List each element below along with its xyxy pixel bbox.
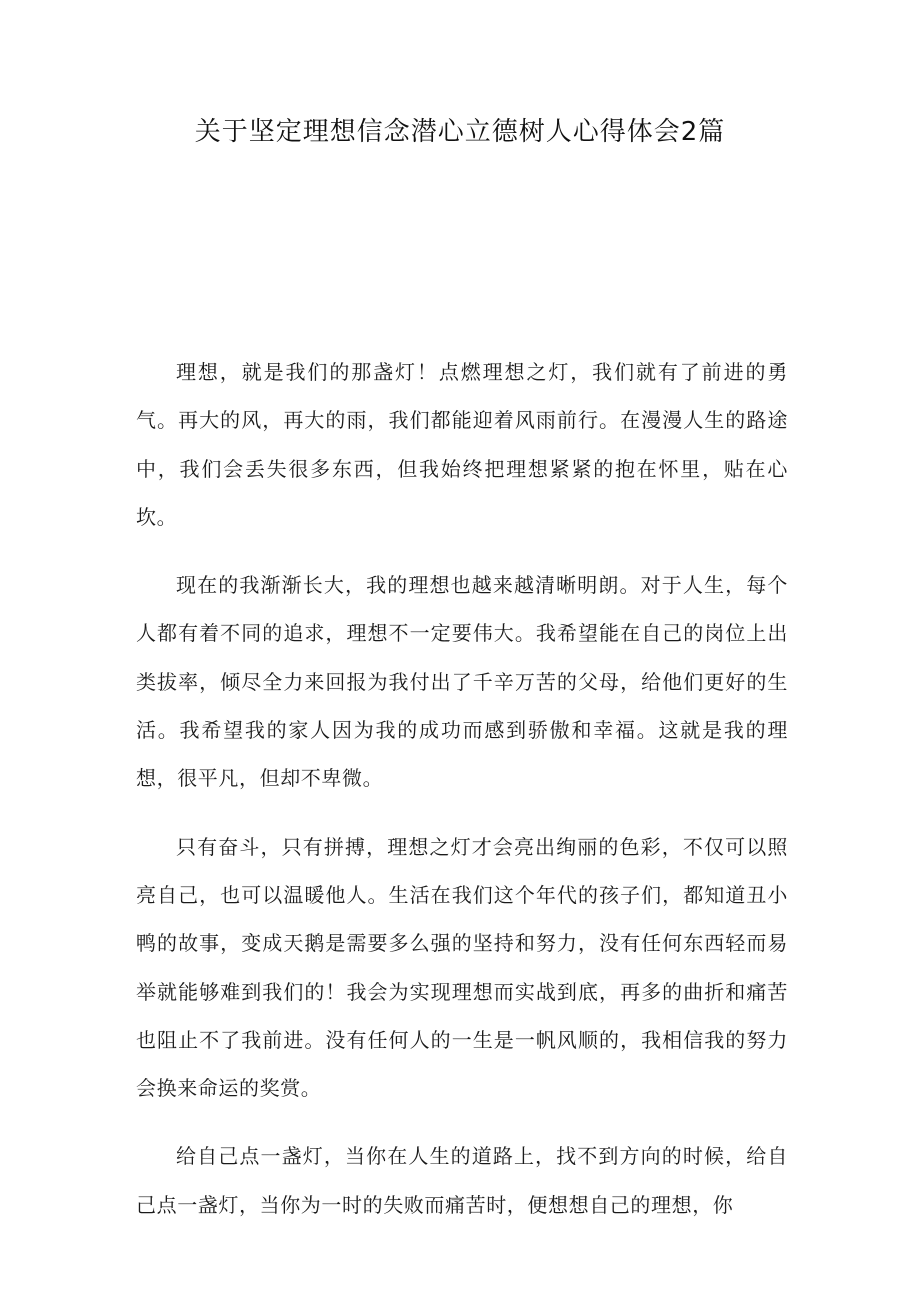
paragraph-2: 现在的我渐渐长大，我的理想也越来越清晰明朗。对于人生，每个人都有着不同的追求，理想不一定要伟大。我希望能在自己的岗位上出类拔率，倾尽全力来回报为我付出了千辛万苦的父母，给他们更好的生活。我希望我的家人因为我的成功而感到骄傲和幸福。这就是我的理想，很平凡，但却不卑微。 bbox=[136, 573, 788, 791]
document-title: 关于坚定理想信念潜心立德树人心得体会2篇 bbox=[194, 117, 726, 147]
paragraph-3: 只有奋斗，只有拼搏，理想之灯才会亮出绚丽的色彩，不仅可以照亮自己，也可以温暖他人。生活在我们这个年代的孩子们，都知道丑小鸭的故事，变成天鹅是需要多么强的坚持和努力，没有任何东西轻而易举就能够难到我们的！我会为实现理想而实战到底，再多的曲折和痛苦也阻止不了我前进。没有任何人的一生是一帆风顺的，我相信我的努力会换来命运的奖赏。 bbox=[136, 834, 788, 1101]
paragraph-4: 给自己点一盏灯，当你在人生的道路上，找不到方向的时候，给自己点一盏灯，当你为一时的失败而痛苦时，便想想自己的理想，你 bbox=[136, 1144, 788, 1217]
document-body bbox=[136, 348, 788, 1249]
paragraph-1: 理想，就是我们的那盏灯！点燃理想之灯，我们就有了前进的勇气。再大的风，再大的雨，我们都能迎着风雨前行。在漫漫人生的路途中，我们会丢失很多东西，但我始终把理想紧紧的抱在怀里，贴在心坎。 bbox=[136, 360, 788, 529]
